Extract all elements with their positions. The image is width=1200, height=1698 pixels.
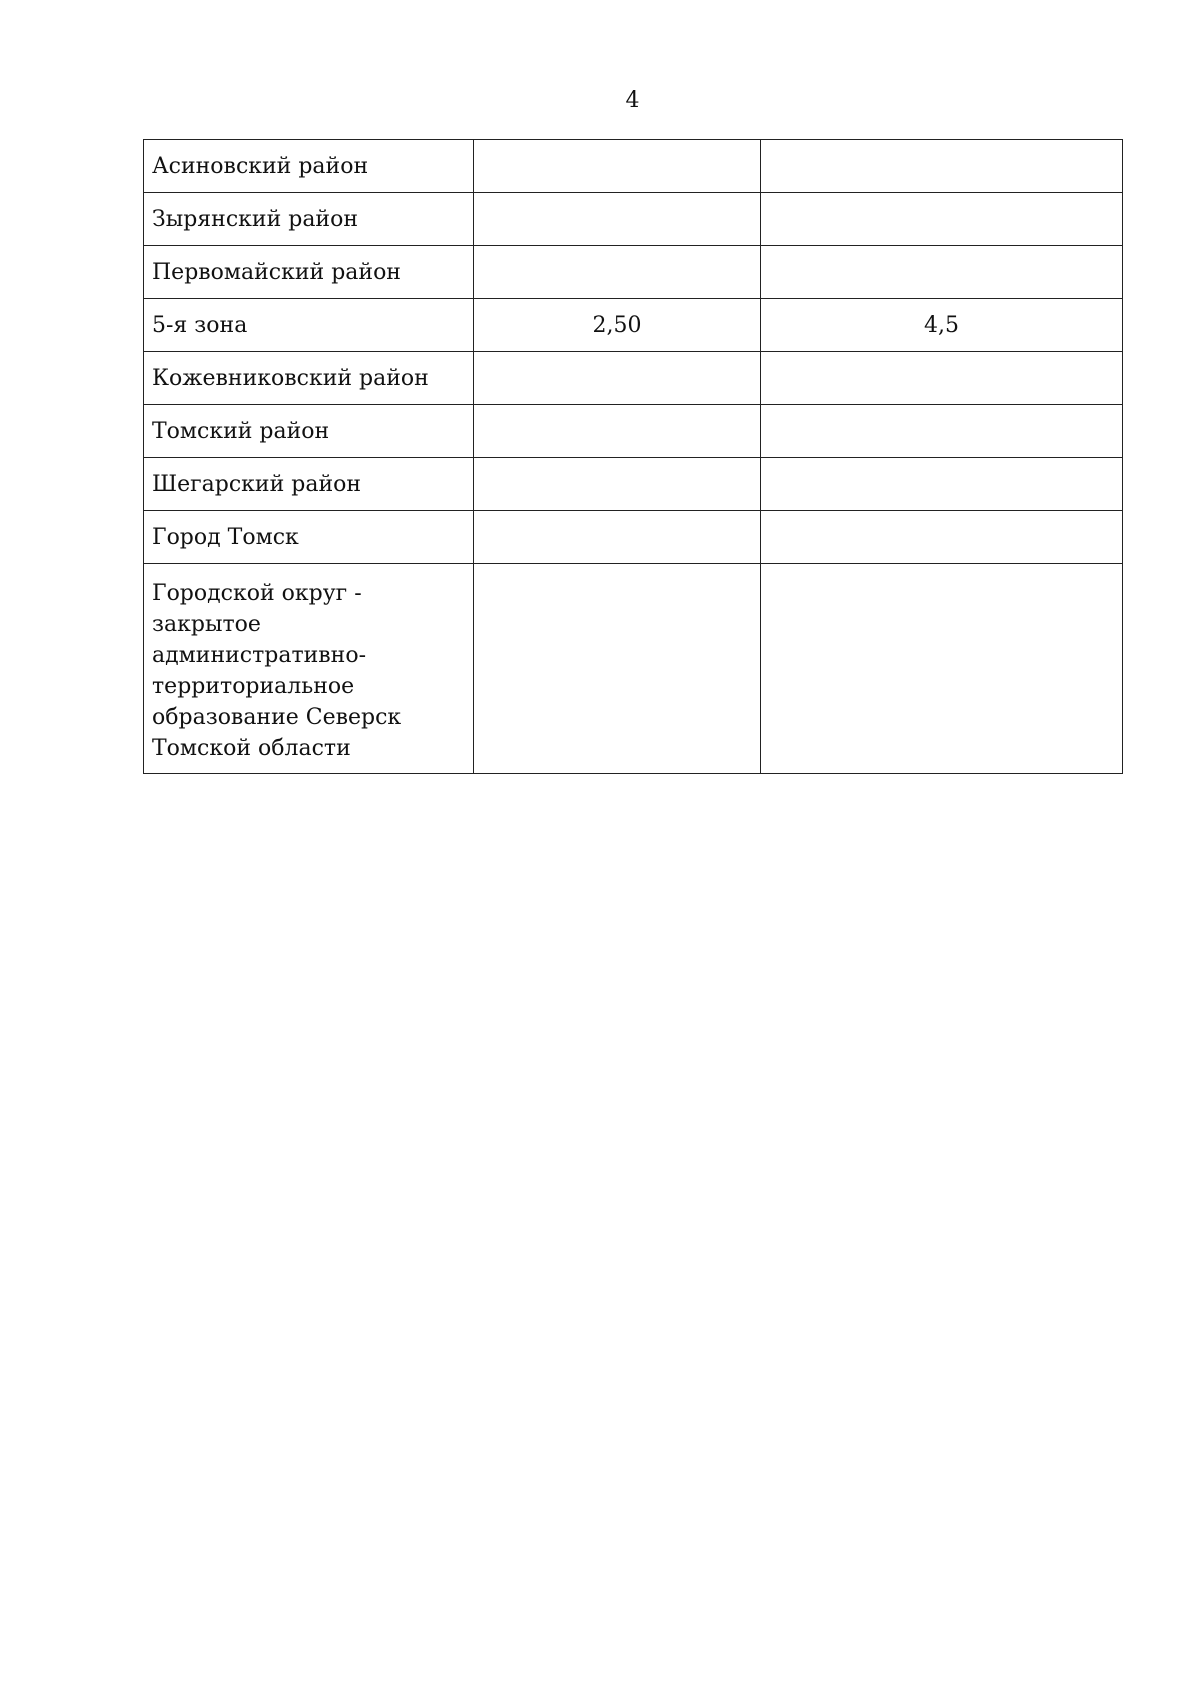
- table-row: [144, 246, 1123, 299]
- table-row: [144, 405, 1123, 458]
- table-row: [144, 140, 1123, 193]
- row-name-cell: Томский район: [144, 405, 474, 458]
- table-row: [144, 352, 1123, 405]
- row-name-cell: Шегарский район: [144, 458, 474, 511]
- row-name-cell: Кожевниковский район: [144, 352, 474, 405]
- value-a-cell: [474, 352, 761, 405]
- value-b-cell: [761, 458, 1123, 511]
- value-b-cell: [761, 405, 1123, 458]
- row-name-cell: Асиновский район: [144, 140, 474, 193]
- row-name-cell: Город Томск: [144, 511, 474, 564]
- row-name-cell: Городской округ - закрытое административно- территориальное образование Северск Томской области: [144, 564, 474, 774]
- table-row: [144, 564, 1123, 774]
- row-name-cell: Зырянский район: [144, 193, 474, 246]
- value-b-cell: [761, 140, 1123, 193]
- value-a-cell: [474, 140, 761, 193]
- table-row: [144, 458, 1123, 511]
- value-a-cell: [474, 511, 761, 564]
- value-b-cell: [761, 193, 1123, 246]
- zones-table: [143, 139, 1123, 774]
- row-name-cell: Первомайский район: [144, 246, 474, 299]
- value-b-cell: [761, 511, 1123, 564]
- table-row: [144, 511, 1123, 564]
- value-b-cell: 4,5: [761, 299, 1123, 352]
- value-a-cell: [474, 193, 761, 246]
- page-number: 4: [625, 88, 640, 113]
- value-a-cell: [474, 246, 761, 299]
- value-a-cell: [474, 405, 761, 458]
- value-a-cell: 2,50: [474, 299, 761, 352]
- value-b-cell: [761, 352, 1123, 405]
- table-row: [144, 193, 1123, 246]
- value-b-cell: [761, 564, 1123, 774]
- value-a-cell: [474, 564, 761, 774]
- row-name-cell: 5-я зона: [144, 299, 474, 352]
- table-row: [144, 299, 1123, 352]
- value-b-cell: [761, 246, 1123, 299]
- value-a-cell: [474, 458, 761, 511]
